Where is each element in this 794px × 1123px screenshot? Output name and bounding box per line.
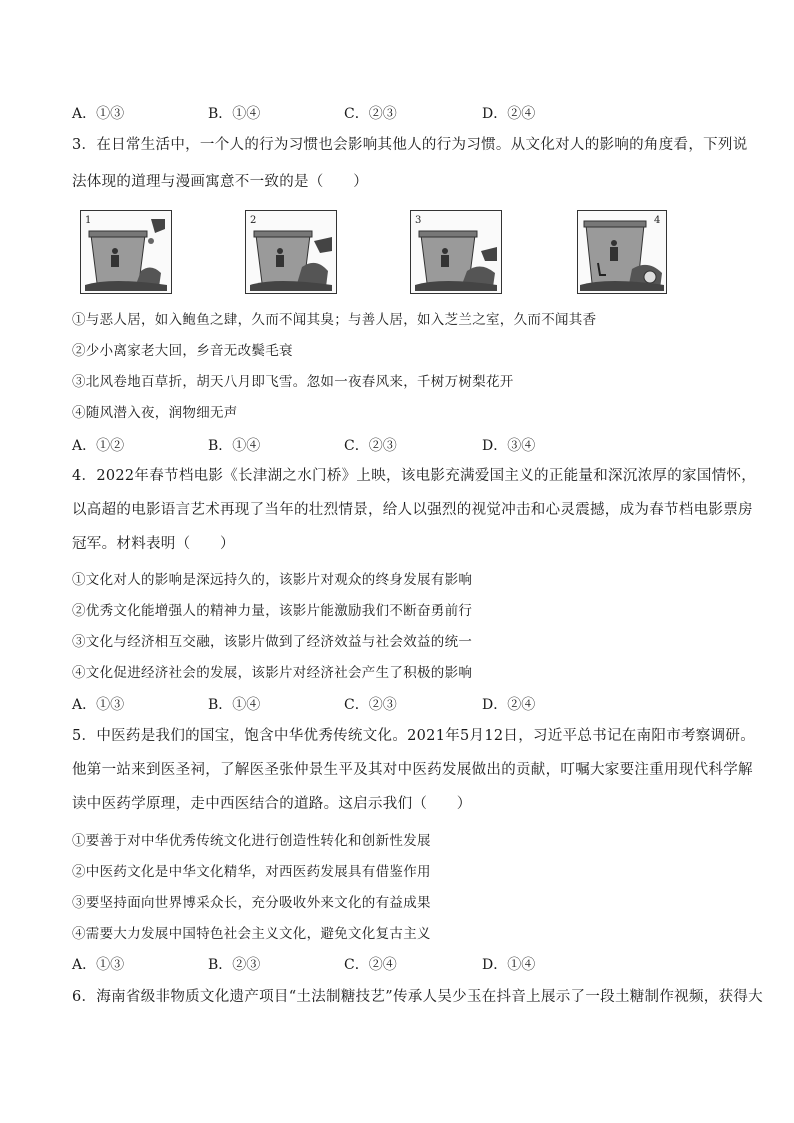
q5-choice-b[interactable]: B．②③ [208, 957, 261, 973]
q3-option-2: ②少小离家老大回，乡音无改鬓毛衰 [72, 343, 293, 359]
panel-number-2: 2 [250, 215, 257, 226]
q5-stem-line3: 读中医药学原理，走中西医结合的道路。这启示我们（ ） [72, 796, 472, 812]
q2-choice-a[interactable]: A．①③ [72, 106, 125, 122]
q3-choice-a[interactable]: A．①② [72, 438, 125, 454]
q5-option-1: ①要善于对中华优秀传统文化进行创造性转化和创新性发展 [72, 833, 431, 849]
cartoon-panel-4 [577, 210, 667, 294]
q3-choice-d[interactable]: D．③④ [482, 438, 536, 454]
q5-stem-line2: 他第一站来到医圣祠，了解医圣张仲景生平及其对中医药发展做出的贡献，叮嘱大家要注重用现代科学解 [72, 762, 753, 778]
cartoon-panel-2 [245, 210, 337, 294]
q5-option-3: ③要坚持面向世界博采众长，充分吸收外来文化的有益成果 [72, 895, 431, 911]
q3-choice-c[interactable]: C．②③ [344, 438, 397, 454]
q4-choice-b[interactable]: B．①④ [208, 697, 261, 713]
q2-choice-d[interactable]: D．②④ [482, 106, 536, 122]
q3-option-1: ①与恶人居，如入鲍鱼之肆，久而不闻其臭；与善人居，如入芝兰之室，久而不闻其香 [72, 312, 597, 328]
q4-option-3: ③文化与经济相互交融，该影片做到了经济效益与社会效益的统一 [72, 634, 473, 650]
q5-stem-line1: 5．中医药是我们的国宝，饱含中华优秀传统文化。2021年5月12日，习近平总书记在南阳市考察调研。 [72, 728, 755, 744]
q5-choice-d[interactable]: D．①④ [482, 957, 536, 973]
q3-stem-line1: 3．在日常生活中，一个人的行为习惯也会影响其他人的行为习惯。从文化对人的影响的角度看，下列说 [72, 137, 748, 153]
q4-option-1: ①文化对人的影响是深远持久的，该影片对观众的终身发展有影响 [72, 572, 473, 588]
cartoon-panel-1 [80, 210, 172, 294]
q2-choice-c[interactable]: C．②③ [344, 106, 397, 122]
q4-option-4: ④文化促进经济社会的发展，该影片对经济社会产生了积极的影响 [72, 665, 473, 681]
panel-number-1: 1 [85, 215, 92, 226]
q3-option-3: ③北风卷地百草折，胡天八月即飞雪。忽如一夜春风来，千树万树梨花开 [72, 374, 514, 390]
q4-stem-line2: 以高超的电影语言艺术再现了当年的壮烈情景，给人以强烈的视觉冲击和心灵震撼，成为春节档电影票房 [72, 502, 753, 518]
q3-option-4: ④随风潜入夜，润物细无声 [72, 405, 238, 421]
q4-option-2: ②优秀文化能增强人的精神力量，该影片能激励我们不断奋勇前行 [72, 603, 473, 619]
q4-choice-a[interactable]: A．①③ [72, 697, 125, 713]
q5-choice-c[interactable]: C．②④ [344, 957, 397, 973]
q4-stem-line1: 4．2022年春节档电影《长津湖之水门桥》上映，该电影充满爱国主义的正能量和深沉浓厚的家国情怀， [72, 468, 757, 484]
q5-choice-a[interactable]: A．①③ [72, 957, 125, 973]
q6-stem-line1: 6．海南省级非物质文化遗产项目“土法制糖技艺”传承人吴少玉在抖音上展示了一段土糖制作视频，获得大 [72, 989, 763, 1005]
panel-number-3: 3 [415, 215, 422, 226]
q3-stem-line2: 法体现的道理与漫画寓意不一致的是（ ） [72, 174, 368, 190]
panel-number-4: 4 [654, 215, 661, 226]
q4-choice-c[interactable]: C．②③ [344, 697, 397, 713]
q4-stem-line3: 冠军。材料表明（ ） [72, 536, 235, 552]
q5-option-4: ④需要大力发展中国特色社会主义文化，避免文化复古主义 [72, 926, 431, 942]
cartoon-panel-3 [410, 210, 502, 294]
q5-option-2: ②中医药文化是中华文化精华，对西医药发展具有借鉴作用 [72, 864, 431, 880]
q3-choice-b[interactable]: B．①④ [208, 438, 261, 454]
q4-choice-d[interactable]: D．②④ [482, 697, 536, 713]
q2-choice-b[interactable]: B．①④ [208, 106, 261, 122]
